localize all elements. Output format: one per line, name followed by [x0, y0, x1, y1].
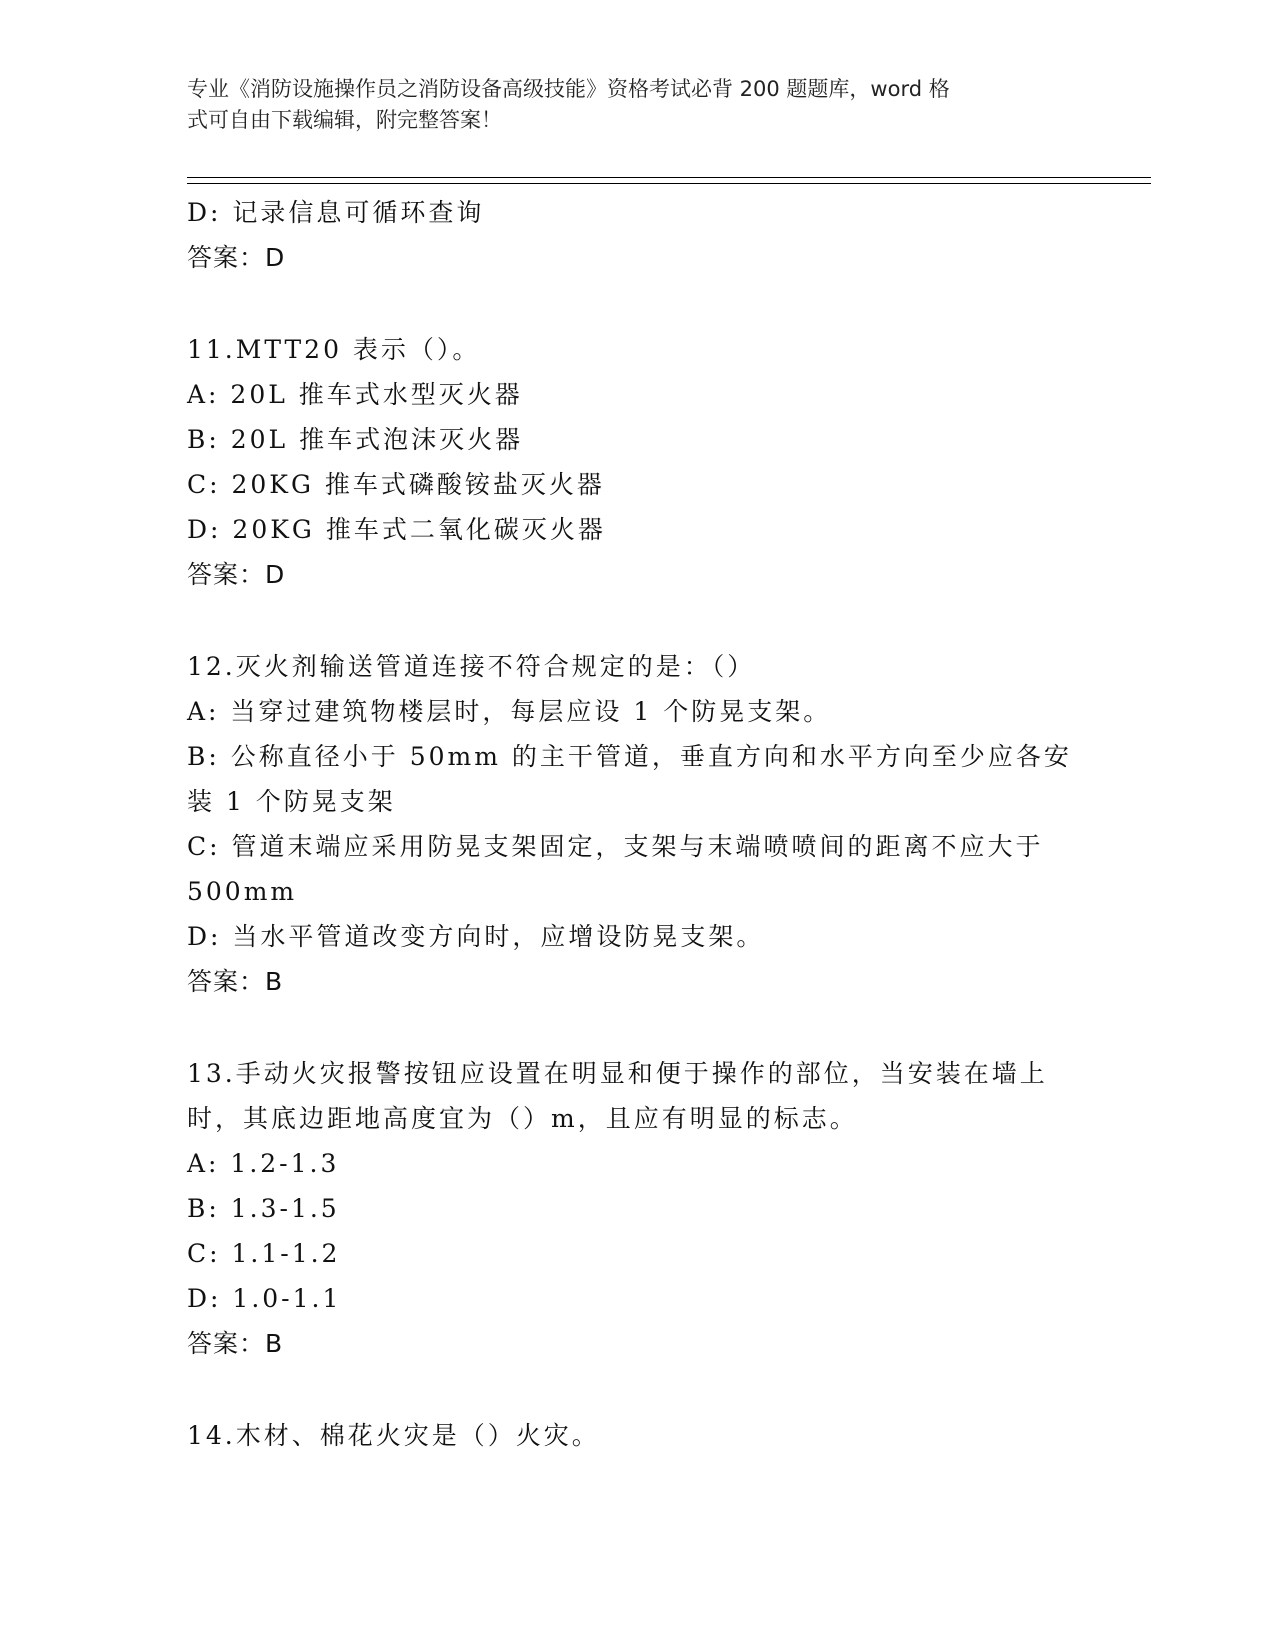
- question-stem: 14.木材、棉花火灾是（）火灾。: [187, 1421, 600, 1450]
- option-b: B: 1.3-1.5: [187, 1194, 340, 1223]
- option-d: D: 当水平管道改变方向时，应增设防晃支架。: [187, 922, 765, 951]
- spacer: [187, 1004, 1087, 1051]
- header-line-1: 专业《消防设施操作员之消防设备高级技能》资格考试必背 200 题题库，word 格: [187, 77, 950, 101]
- question-14: [187, 1413, 1087, 1458]
- question-13: [187, 1051, 1087, 1366]
- question-10-tail: [187, 190, 1087, 280]
- option-d: D: 1.0-1.1: [187, 1284, 342, 1313]
- answer: 答案：D: [187, 560, 286, 589]
- header-divider-top: [187, 177, 1151, 178]
- option-a: A: 当穿过建筑物楼层时，每层应设 1 个防晃支架。: [187, 697, 832, 726]
- question-12: [187, 644, 1087, 1004]
- option-a: A: 20L 推车式水型灭火器: [187, 380, 523, 409]
- option-c-line-1: C: 管道末端应采用防晃支架固定，支架与末端喷喷间的距离不应大于: [187, 832, 1044, 861]
- option-b-line-2: 装 1 个防晃支架: [187, 787, 396, 816]
- answer: 答案：B: [187, 1329, 284, 1358]
- option-c: C: 1.1-1.2: [187, 1239, 341, 1268]
- option-d: D: 20KG 推车式二氧化碳灭火器: [187, 515, 606, 544]
- option-c: C: 20KG 推车式磷酸铵盐灭火器: [187, 470, 605, 499]
- option-a: A: 1.2-1.3: [187, 1149, 340, 1178]
- question-11: [187, 327, 1087, 597]
- question-stem: 11.MTT20 表示（）。: [187, 335, 481, 364]
- spacer: [187, 280, 1087, 327]
- question-stem: 12.灭火剂输送管道连接不符合规定的是：（）: [187, 652, 756, 681]
- question-list: [187, 190, 1087, 1458]
- header-divider-bottom: [187, 183, 1151, 184]
- option-d: D: 记录信息可循环查询: [187, 198, 485, 227]
- spacer: [187, 597, 1087, 644]
- option-b-line-1: B: 公称直径小于 50mm 的主干管道，垂直方向和水平方向至少应各安: [187, 742, 1072, 771]
- header-line-2: 式可自由下载编辑，附完整答案！: [187, 108, 502, 132]
- answer: 答案：B: [187, 967, 284, 996]
- answer: 答案：D: [187, 243, 286, 272]
- option-c-line-2: 500mm: [187, 877, 298, 906]
- document-header: [187, 74, 1067, 136]
- question-stem-line-1: 13.手动火灾报警按钮应设置在明显和便于操作的部位，当安装在墙上: [187, 1059, 1048, 1088]
- spacer: [187, 1366, 1087, 1413]
- option-b: B: 20L 推车式泡沫灭火器: [187, 425, 524, 454]
- question-stem-line-2: 时，其底边距地高度宜为（）m，且应有明显的标志。: [187, 1104, 858, 1133]
